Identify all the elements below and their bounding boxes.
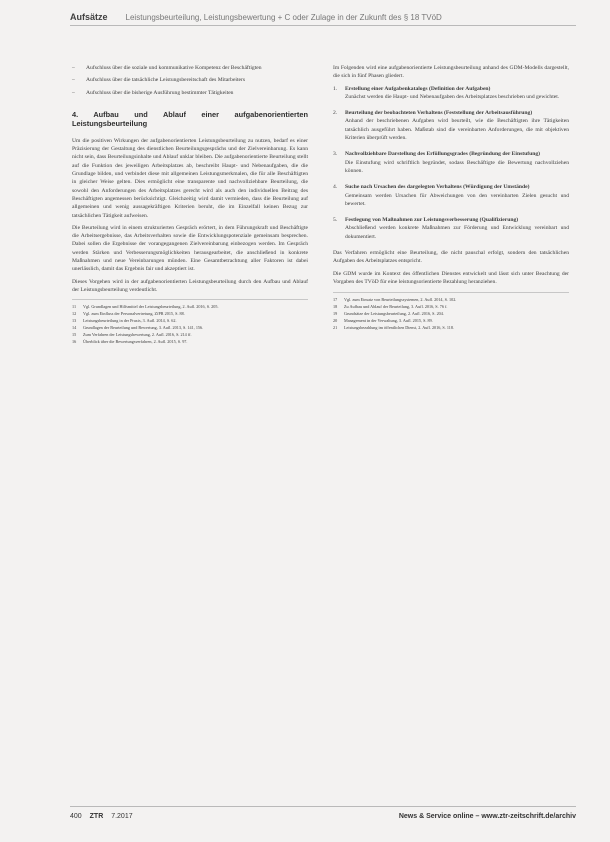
item-text: Die Einstufung wird schriftlich begründet, sodass Beschäftigte die Bewertung nachvollziehen können. [345,159,569,174]
item-title: Nachvollziehbare Darstellung des Erfüllungsgrades (Begründung der Einstufung) [345,151,540,158]
footnotes-right [333,292,569,331]
numbered-item: 5. Festlegung von Maßnahmen zur Leistungsverbesserung (Qualifizierung) Abschließend werden konkrete Maßnahmen zur Förderung und Entwicklung vereinbart und dokumentiert. [333,217,569,240]
footnote: 19 Grundsätze der Leistungsbeurteilung, 2. Aufl. 2016, S. 204. [333,311,444,317]
footnote: 20 Management in der Verwaltung, 3. Aufl. 2015, S. 89. [333,318,433,324]
footer-left [70,813,139,820]
right-column [333,64,569,332]
body-paragraph: Die Beurteilung wird in einem strukturierten Gespräch erörtert, in dem Führungskraft und Beschäftigte die Arbeitsergebnisse, das Arbeitsverhalten sowie die Entwicklungspotenziale gemeinsam besprechen. Dabei sollen die Ergebnisse der vorangegangenen Zielvereinbarung einbezogen werden. Im Gespräch werden Stärken und Verbesserungsmöglichkeiten herausgearbeitet, die anschließend in konkrete Maßnahmen und neue Vereinbarungen münden. Eine Gesamtbetrachtung aller Faktoren ist dabei unerlässlich, damit das Ergebnis fair und akzeptiert ist. [72,224,308,273]
item-title: Erstellung einer Aufgabenkatalogs (Definition der Aufgaben) [345,85,491,92]
item-text: Anhand der beschriebenen Aufgaben wird beurteilt, wie die Beschäftigten ihre Tätigkeiten tatsächlich ausgeführt haben. Maßstab sind die vereinbarten Anforderungen, die mit objektiven Kriterien überprüft werden. [345,118,569,142]
item-text: Abschließend werden konkrete Maßnahmen zur Förderung und Entwicklung vereinbart und dokumentiert. [345,225,569,240]
numbered-item: 2. Beurteilung der beobachteten Verhaltens (Feststellung der Arbeitsausführung) Anhand der beschriebenen Aufgaben wird beurteilt, wie die Beschäftigten ihre Tätigkeiten tatsächlich ausgeführt haben. Maßstab sind die vereinbarten Anforderungen, die mit objektiven Kriterien überprüft werden. [333,110,569,142]
bullet-item: – Aufschluss über die bisherige Ausführung bestimmter Tätigkeiten [72,89,308,97]
body-paragraph: Dieses Vorgehen wird in der aufgabenorientierten Leistungsbeurteilung durch den Aufbau und Ablauf der Leistungsbeurteilung verdeutlicht. [72,278,308,293]
footnote: 12 Vgl. zum Einfluss der Personalvertretung, ZfPR 2015, S. 88. [72,311,185,317]
footnotes-left [72,299,308,345]
item-text: Gemeinsam werden Ursachen für Abweichungen von den vereinbarten Zielen gesucht und bewertet. [345,192,569,207]
bullet-item: – Aufschluss über die soziale und kommunikative Kompetenz der Beschäftigten [72,64,308,72]
footnote: 13 Leistungsbeurteilung in der Praxis, 3. Aufl. 2014, S. 62. [72,318,177,324]
numbered-item: 3. Nachvollziehbare Darstellung des Erfüllungsgrades (Begründung der Einstufung) Die Einstufung wird schriftlich begründet, sodass Beschäftigte die Bewertung nachvollziehen können. [333,151,569,174]
item-text: Zunächst werden die Haupt- und Nebenaufgaben des Arbeitsplatzes beschrieben und gewichtet. [345,93,560,100]
page-number: 400 [70,812,82,820]
bullet-item: – Aufschluss über die tatsächliche Leistungsbereitschaft des Mitarbeiters [72,76,308,84]
body-paragraph: Das Verfahren ermöglicht eine Beurteilung, die nicht pauschal erfolgt, sondern den tatsächlichen Aufgaben des Arbeitsplatzes entspricht. [333,250,569,265]
section-heading: 4. Aufbau und Ablauf einer aufgabenorientierten Leistungsbeurteilung [72,109,308,129]
footnote: 11 Vgl. Grundlagen und Hilfsmittel der Leistungsbeurteilung, 2. Aufl. 2016, S. 205. [72,304,219,310]
section-label: Aufsätze [70,12,108,22]
footnote: 16 Überblick über die Bewertungsverfahren, 2. Aufl. 2015, S. 97. [72,339,188,345]
page-header [70,8,576,26]
footnote: 21 Leistungsbezahlung im öffentlichen Dienst, 2. Aufl. 2016, S. 118. [333,325,455,331]
issue-number: 7.2017 [111,812,133,820]
intro-paragraph: Im Folgenden wird eine aufgabenorientierte Leistungsbeurteilung anhand des GDM-Modells dargestellt, die sich in fünf Phasen gliedert. [333,65,569,80]
numbered-item: 4. Suche nach Ursachen des dargelegten Verhaltens (Würdigung der Umstände) Gemeinsam werden Ursachen für Abweichungen von den vereinbarten Zielen gesucht und bewertet. [333,184,569,207]
footnote: 15 Zum Verfahren der Leistungsbewertung, 2. Aufl. 2016, S. 214 ff. [72,332,192,338]
body-paragraph: Um die positiven Wirkungen der aufgabenorientierten Leistungsbeurteilung zu nutzen, bedarf es einer Präzisierung der Gestaltung des dienstlichen Beurteilungsgesprächs und der Zielvereinbarung. Es kann nicht sein, dass Beurteilungsinhalte und Ablauf unklar bleiben. Die aufgabenorientierte Beurteilung stellt auf die Funktion des jeweiligen Arbeitsplatzes ab, beschreibt Haupt- und Nebenaufgaben, die die Grundlage bilden, und verbindet diese mit allgemeinen Leistungsmerkmalen, die für alle Beschäftigten in gleicher Weise gelten. Dies ermöglicht eine transparente und nachvollziehbare Beurteilung, die sowohl den Anforderungen des Arbeitsplatzes gerecht wird als auch den individuellen Beitrag des Beschäftigten angemessen berücksichtigt. Gleichzeitig wird damit vermieden, dass die Beurteilung auf allgemeinen und wenig aussagekräftigen Kriterien beruht, die im Einzelfall keinen Bezug zur tatsächlichen Tätigkeit aufweisen. [72,137,308,219]
running-title: Leistungsbeurteilung, Leistungsbewertung + C oder Zulage in der Zukunft des § 18 TVöD [125,13,442,22]
page-footer [70,806,576,823]
item-title: Suche nach Ursachen des dargelegten Verhaltens (Würdigung der Umstände) [345,184,530,191]
item-title: Festlegung von Maßnahmen zur Leistungsverbesserung (Qualifizierung) [345,217,519,224]
left-column [72,64,308,346]
footnote: 17 Vgl. zum Einsatz von Beurteilungssystemen, 2. Aufl. 2014, S. 102. [333,297,457,303]
journal-name: ZTR [89,812,104,820]
body-paragraph: Die GDM wurde im Kontext des öffentlichen Dienstes entwickelt und lässt sich unter Beachtung der Vorgaben des TVöD für eine leistungsorientierte Bezahlung heranziehen. [333,270,569,285]
item-title: Beurteilung der beobachteten Verhaltens (Feststellung der Arbeitsausführung) [345,110,533,117]
footnote: 14 Grundlagen der Beurteilung und Bewertung, 3. Aufl. 2013, S. 141, 156. [72,325,204,331]
archive-link[interactable]: News & Service online – www.ztr-zeitschrift.de/archiv [398,812,576,820]
numbered-item: 1. Erstellung einer Aufgabenkatalogs (Definition der Aufgaben) Zunächst werden die Haupt- und Nebenaufgaben des Arbeitsplatzes beschrieben und gewichtet. [333,85,569,102]
footnote: 18 Zu Aufbau und Ablauf der Beurteilung, 3. Aufl. 2016, S. 76 f. [333,304,448,310]
